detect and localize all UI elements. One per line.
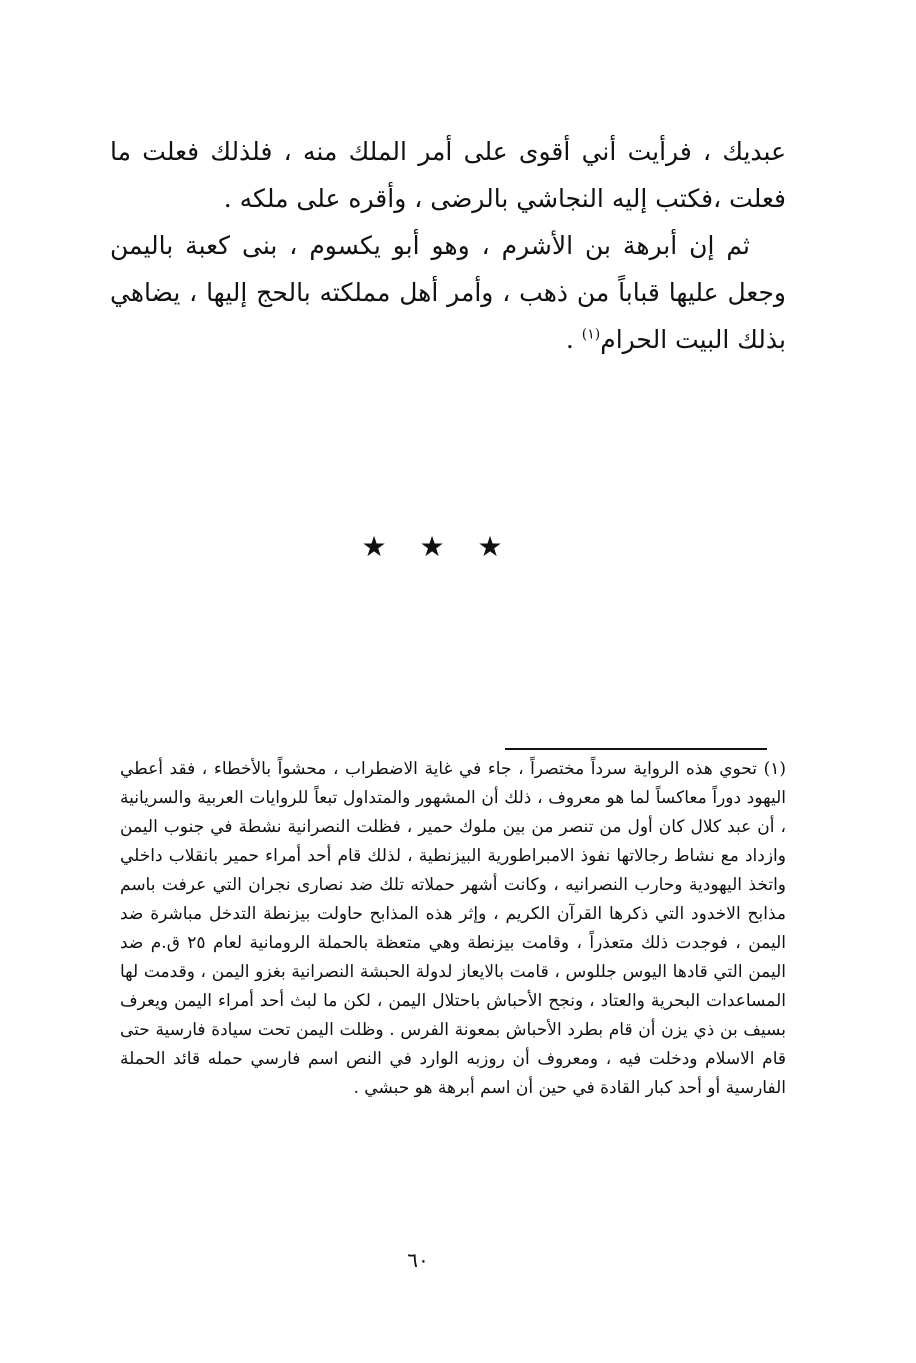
paragraph-2 bbox=[110, 222, 786, 363]
paragraph-1: عبديك ، فرأيت أني أقوى على أمر الملك منه ، فلذلك فعلت ما فعلت ،فكتب إليه النجاشي بالرضى ، وأقره على ملكه . bbox=[110, 137, 786, 213]
footnote-block bbox=[120, 755, 786, 1103]
footnote-divider bbox=[505, 748, 767, 750]
main-body-text bbox=[110, 128, 786, 363]
page-number: ٦٠ bbox=[407, 1248, 429, 1272]
paragraph-2-end: . bbox=[565, 325, 582, 354]
paragraph-2-text: ثم إن أبرهة بن الأشرم ، وهو أبو يكسوم ، بنى كعبة باليمن وجعل عليها قباباً من ذهب ، وأمر أهل مملكته بالحج إليها ، يضاهي بذلك البيت الحرام bbox=[110, 231, 786, 354]
footnote-marker: (١) bbox=[581, 326, 601, 343]
section-separator-stars: ★ ★ ★ bbox=[361, 530, 515, 563]
footnote-text: (١) تحوي هذه الرواية سرداً مختصراً ، جاء في غاية الاضطراب ، محشواً بالأخطاء ، فقد أعطي اليهود دوراً معاكساً لما هو معروف ، ذلك أن المشهور والمتداول تبعاً للروايات العربية والسريانية ، أن عبد كلال كان أول من تنصر من بين ملوك حمير ، فظلت النصرانية نشطة في جنوب اليمن وازداد مع نشاط رجالاتها نفوذ الامبراطورية البيزنطية ، لذلك قام أحد أمراء حمير بانقلاب داخلي واتخذ اليهودية وحارب النصرانيه ، وكانت أشهر حملاته تلك ضد نصارى نجران التي عرفت باسم مذابح الاخدود التي ذكرها القرآن الكريم ، وإثر هذه المذابح حاولت بيزنطة التدخل مباشرة ضد اليمن ، فوجدت ذلك متعذراً ، وقامت بيزنطة وهي متعظة بالحملة الرومانية لعام ٢٥ ق.م ضد اليمن التي قادها اليوس جللوس ، قامت بالايعاز لدولة الحبشة النصرانية بغزو اليمن ، وقدمت لها المساعدات البحرية والعتاد ، ونجح الأحباش باحتلال اليمن ، لكن ما لبث أحد أمراء اليمن ويعرف بسيف بن ذي يزن أن قام بطرد الأحباش بمعونة الفرس . وظلت اليمن تحت سيادة فارسية حتى قام الاسلام ودخلت فيه ، ومعروف أن روزبه الوارد في النص اسم فارسي حمله قائد الحملة الفارسية أو أحد كبار القادة في حين أن اسم أبرهة هو حبشي . bbox=[120, 759, 786, 1098]
